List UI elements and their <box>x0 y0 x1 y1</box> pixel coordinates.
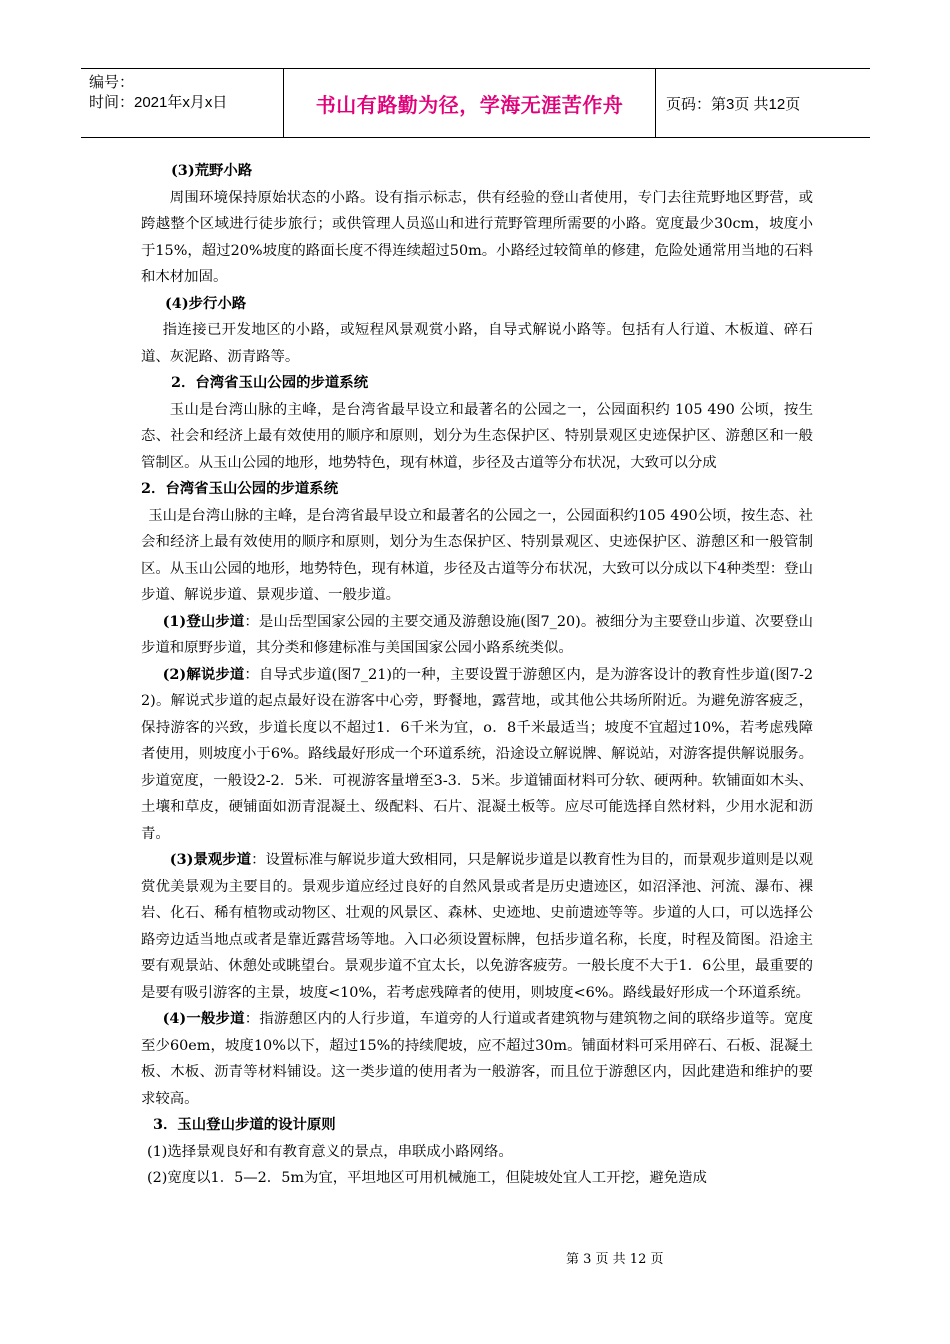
heading-yushan-trail-system-repeat: 2．台湾省玉山公园的步道系统 <box>141 480 339 497</box>
text-general-trail: ：指游憩区内的人行步道，车道旁的人行道或者建筑物与建筑物之间的联络步道等。宽度至少60em，坡度10%以下，超过15%的持续爬坡，应不超过30m。铺面材料可采用碎石、石板、混凝土板、木板、沥青等材料铺设。这一类步道的使用者为一般游客，而且位于游憩区内，因此建造和维护的要求较高。 <box>141 1011 813 1107</box>
heading-yushan-trail-system: 2．台湾省玉山公园的步道系统 <box>171 374 369 391</box>
footer-page-number: 第 3 页 共 12 页 <box>566 1252 664 1267</box>
paragraph-walking-trail: 指连接已开发地区的小路，或短程风景观赏小路，自导式解说小路等。包括有人行道、木板道、碎石道、灰泥路、沥青路等。 <box>141 322 813 365</box>
paragraph-general-trail <box>141 1006 813 1112</box>
paragraph-mountain-trail <box>141 609 813 662</box>
header-page-label: 页码：第3页 共12页 <box>666 95 801 113</box>
document-body <box>141 158 813 1192</box>
text-mountain-trail: ：是山岳型国家公园的主要交通及游憩设施(图7_20)。被细分为主要登山步道、次要登山步道和原野步道，其分类和修建标准与美国国家公园小路系统类似。 <box>141 613 813 656</box>
label-scenic-trail: (3)景观步道 <box>169 851 252 868</box>
label-mountain-trail: (1)登山步道 <box>162 612 245 630</box>
label-interpretive-trail: (2)解说步道 <box>162 665 245 683</box>
paragraph-scenic-trail <box>141 847 813 1006</box>
text-interpretive-trail: ：自导式步道(图7_21)的一种，主要设置于游憩区内，是为游客设计的教育性步道(图7-22)。解说式步道的起点最好设在游客中心旁，野餐地，露营地，或其他公共场所附近。为避免游客疲乏，保持游客的兴致，步道长度以不超过1．6千米为宜，o．8千米最适当；坡度不宜超过10%，若考虑残障者使用，则坡度小于6%。路线最好形成一个环道系统，沿途设立解说牌、解说站，对游客提供解说服务。步道宽度，一般设2-2．5米．可视游客量增至3-3．5米。步道铺面材料可分软、硬两种。软铺面如木头、土壤和草皮，硬铺面如沥青混凝土、级配料、石片、混凝土板等。应尽可能选择自然材料，少用水泥和沥青。 <box>141 666 813 842</box>
paragraph-yushan-intro-repeat: 玉山是台湾山脉的主峰，是台湾省最早设立和最著名的公园之一，公园面积约105 490公顷，按生态、社会和经济上最有效使用的顺序和原则，划分为生态保护区、特别景观区、史迹保护区、游憩区和一般管制区。从玉山公园的地形，地势特色，现有林道，步径及古道等分布状况，大致可以分成以下4种类型：登山步道、解说步道、景观步道、一般步道。 <box>141 507 813 603</box>
principle-2: (2)宽度以1．5—2．5m为宜，平坦地区可用机械施工，但陡坡处宜人工开挖，避免造成 <box>147 1170 707 1186</box>
label-general-trail: (4)一般步道 <box>162 1010 245 1027</box>
heading-design-principles: 3．玉山登山步道的设计原则 <box>153 1116 336 1133</box>
document-date-label: 时间：2021年x月x日 <box>89 94 228 111</box>
paragraph-wild-trail: 周围环境保持原始状态的小路。设有指示标志，供有经验的登山者使用，专门去往荒野地区野营，或跨越整个区域进行徒步旅行；或供管理人员巡山和进行荒野管理所需要的小路。宽度最少30cm，坡度小于15%，超过20%坡度的路面长度不得连续超过50m。小路经过较简单的修建，危险处通常用当地的石料和木材加固。 <box>141 189 813 285</box>
heading-wild-trail: (3)荒野小路 <box>171 162 253 179</box>
paragraph-interpretive-trail <box>141 662 813 848</box>
header-meta-cell <box>81 69 284 137</box>
principle-1: (1)选择景观良好和有教育意义的景点，串联成小路网络。 <box>147 1143 513 1160</box>
heading-walking-trail: (4)步行小路 <box>165 294 247 312</box>
paragraph-yushan-intro: 玉山是台湾山脉的主峰，是台湾省最早设立和最著名的公园之一，公园面积约 105 490 公顷，按生态、社会和经济上最有效使用的顺序和原则，划分为生态保护区、特别景观区史迹保护区、游憩区和一般管制区。从玉山公园的地形，地势特色，现有林道，步径及古道等分布状况，大致可以分成 <box>141 401 813 471</box>
header-table <box>81 68 870 138</box>
text-scenic-trail: ：设置标准与解说步道大致相同，只是解说步道是以教育性为目的，而景观步道则是以观赏优美景观为主要目的。景观步道应经过良好的自然风景或者是历史遗迹区，如沼泽池、河流、瀑布、裸岩、化石、稀有植物或动物区、壮观的风景区、森林、史迹地、史前遗迹等等。步道的人口，可以选择公路旁边适当地点或者是靠近露营场等地。入口必须设置标牌，包括步道名称，长度，时程及简图。沿途主要有观景站、休憩处或眺望台。景观步道不宜太长，以免游客疲劳。一般长度不大于1．6公里，最重要的是要有吸引游客的主景，坡度<10%，若考虑残障者的使用，则坡度<6%。路线最好形成一个环道系统。 <box>141 852 813 1001</box>
document-number-label: 编号： <box>89 74 135 91</box>
header-motto: 书山有路勤为径，学海无涯苦作舟 <box>284 69 656 137</box>
